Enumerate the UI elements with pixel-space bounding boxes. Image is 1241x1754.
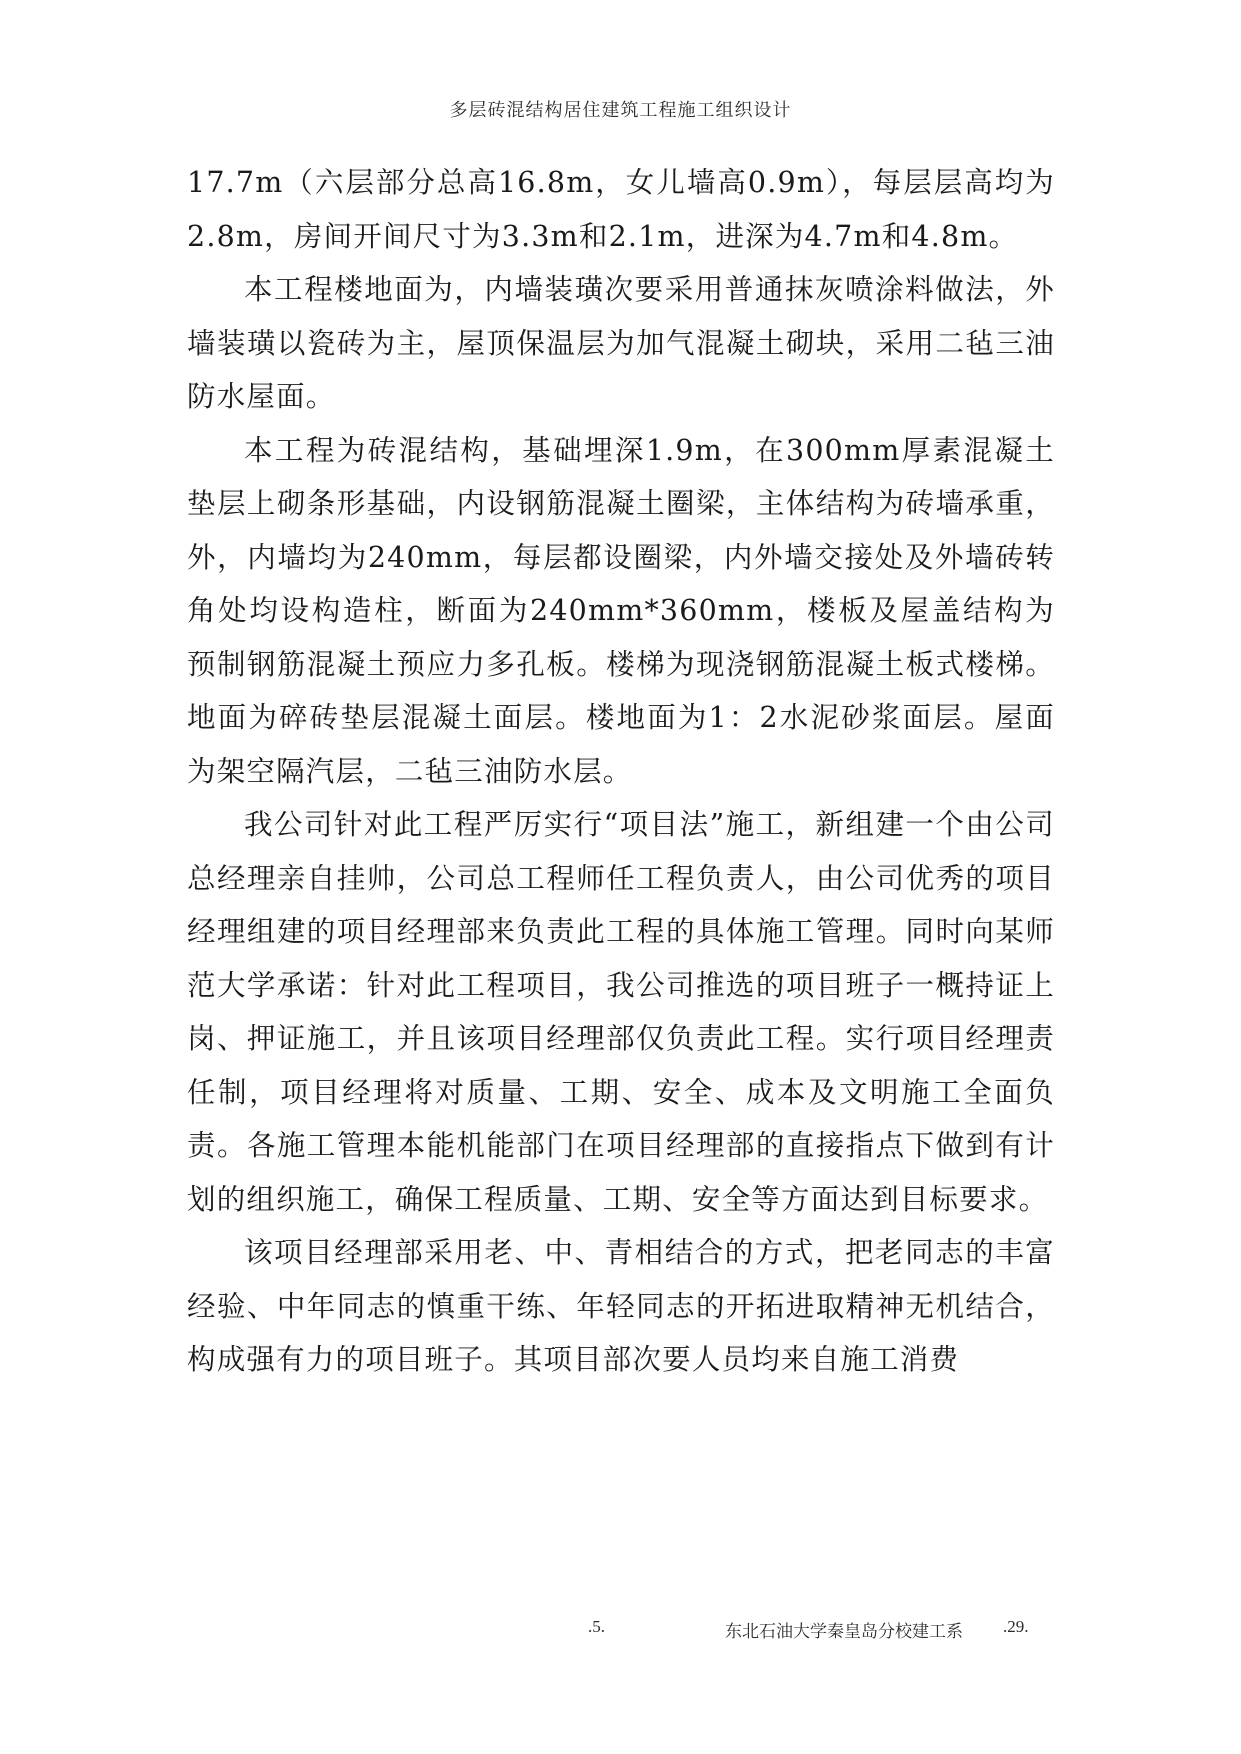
footer-school-name: 东北石油大学秦皇岛分校建工系 bbox=[725, 1622, 963, 1642]
page-header-title: 多层砖混结构居住建筑工程施工组织设计 bbox=[449, 100, 792, 121]
footer-page-number: .5. bbox=[588, 1617, 605, 1636]
document-body bbox=[187, 156, 1055, 1387]
paragraph-structure: 本工程为砖混结构，基础埋深1.9m，在300mm厚素混凝土垫层上砌条形基础，内设钢筋混凝土圈梁，主体结构为砖墙承重，外，内墙均为240mm，每层都设圈梁，内外墙交接处及外墙砖转角处均设构造柱，断面为240mm*360mm，楼板及屋盖结构为预制钢筋混凝土预应力多孔板。楼梯为现浇钢筋混凝土板式楼梯。地面为碎砖垫层混凝土面层。楼地面为1：2水泥砂浆面层。屋面为架空隔汽层，二毡三油防水层。 bbox=[187, 433, 1055, 788]
paragraph-building-height: 17.7m（六层部分总高16.8m，女儿墙高0.9m），每层层高均为2.8m，房间开间尺寸为3.3m和2.1m，进深为4.7m和4.8m。 bbox=[187, 166, 1055, 253]
paragraph-project-method: 我公司针对此工程严厉实行“项目法”施工，新组建一个由公司总经理亲自挂帅，公司总工程师任工程负责人，由公司优秀的项目经理组建的项目经理部来负责此工程的具体施工管理。同时向某师范大学承诺：针对此工程项目，我公司推选的项目班子一概持证上岗、押证施工，并且该项目经理部仅负责此工程。实行项目经理责任制，项目经理将对质量、工期、安全、成本及文明施工全面负责。各施工管理本能机能部门在项目经理部的直接指点下做到有计划的组织施工，确保工程质量、工期、安全等方面达到目标要求。 bbox=[187, 808, 1055, 1216]
paragraph-project-team: 该项目经理部采用老、中、青相结合的方式，把老同志的丰富经验、中年同志的慎重干练、年轻同志的开拓进取精神无机结合，构成强有力的项目班子。其项目部次要人员均来自施工消费 bbox=[187, 1236, 1055, 1376]
paragraph-finishing: 本工程楼地面为，内墙装璜次要采用普通抹灰喷涂料做法，外墙装璜以瓷砖为主，屋顶保温层为加气混凝土砌块，采用二毡三油防水屋面。 bbox=[187, 273, 1055, 413]
page-footer bbox=[0, 1617, 1241, 1647]
footer-total-pages: .29. bbox=[1003, 1617, 1029, 1636]
